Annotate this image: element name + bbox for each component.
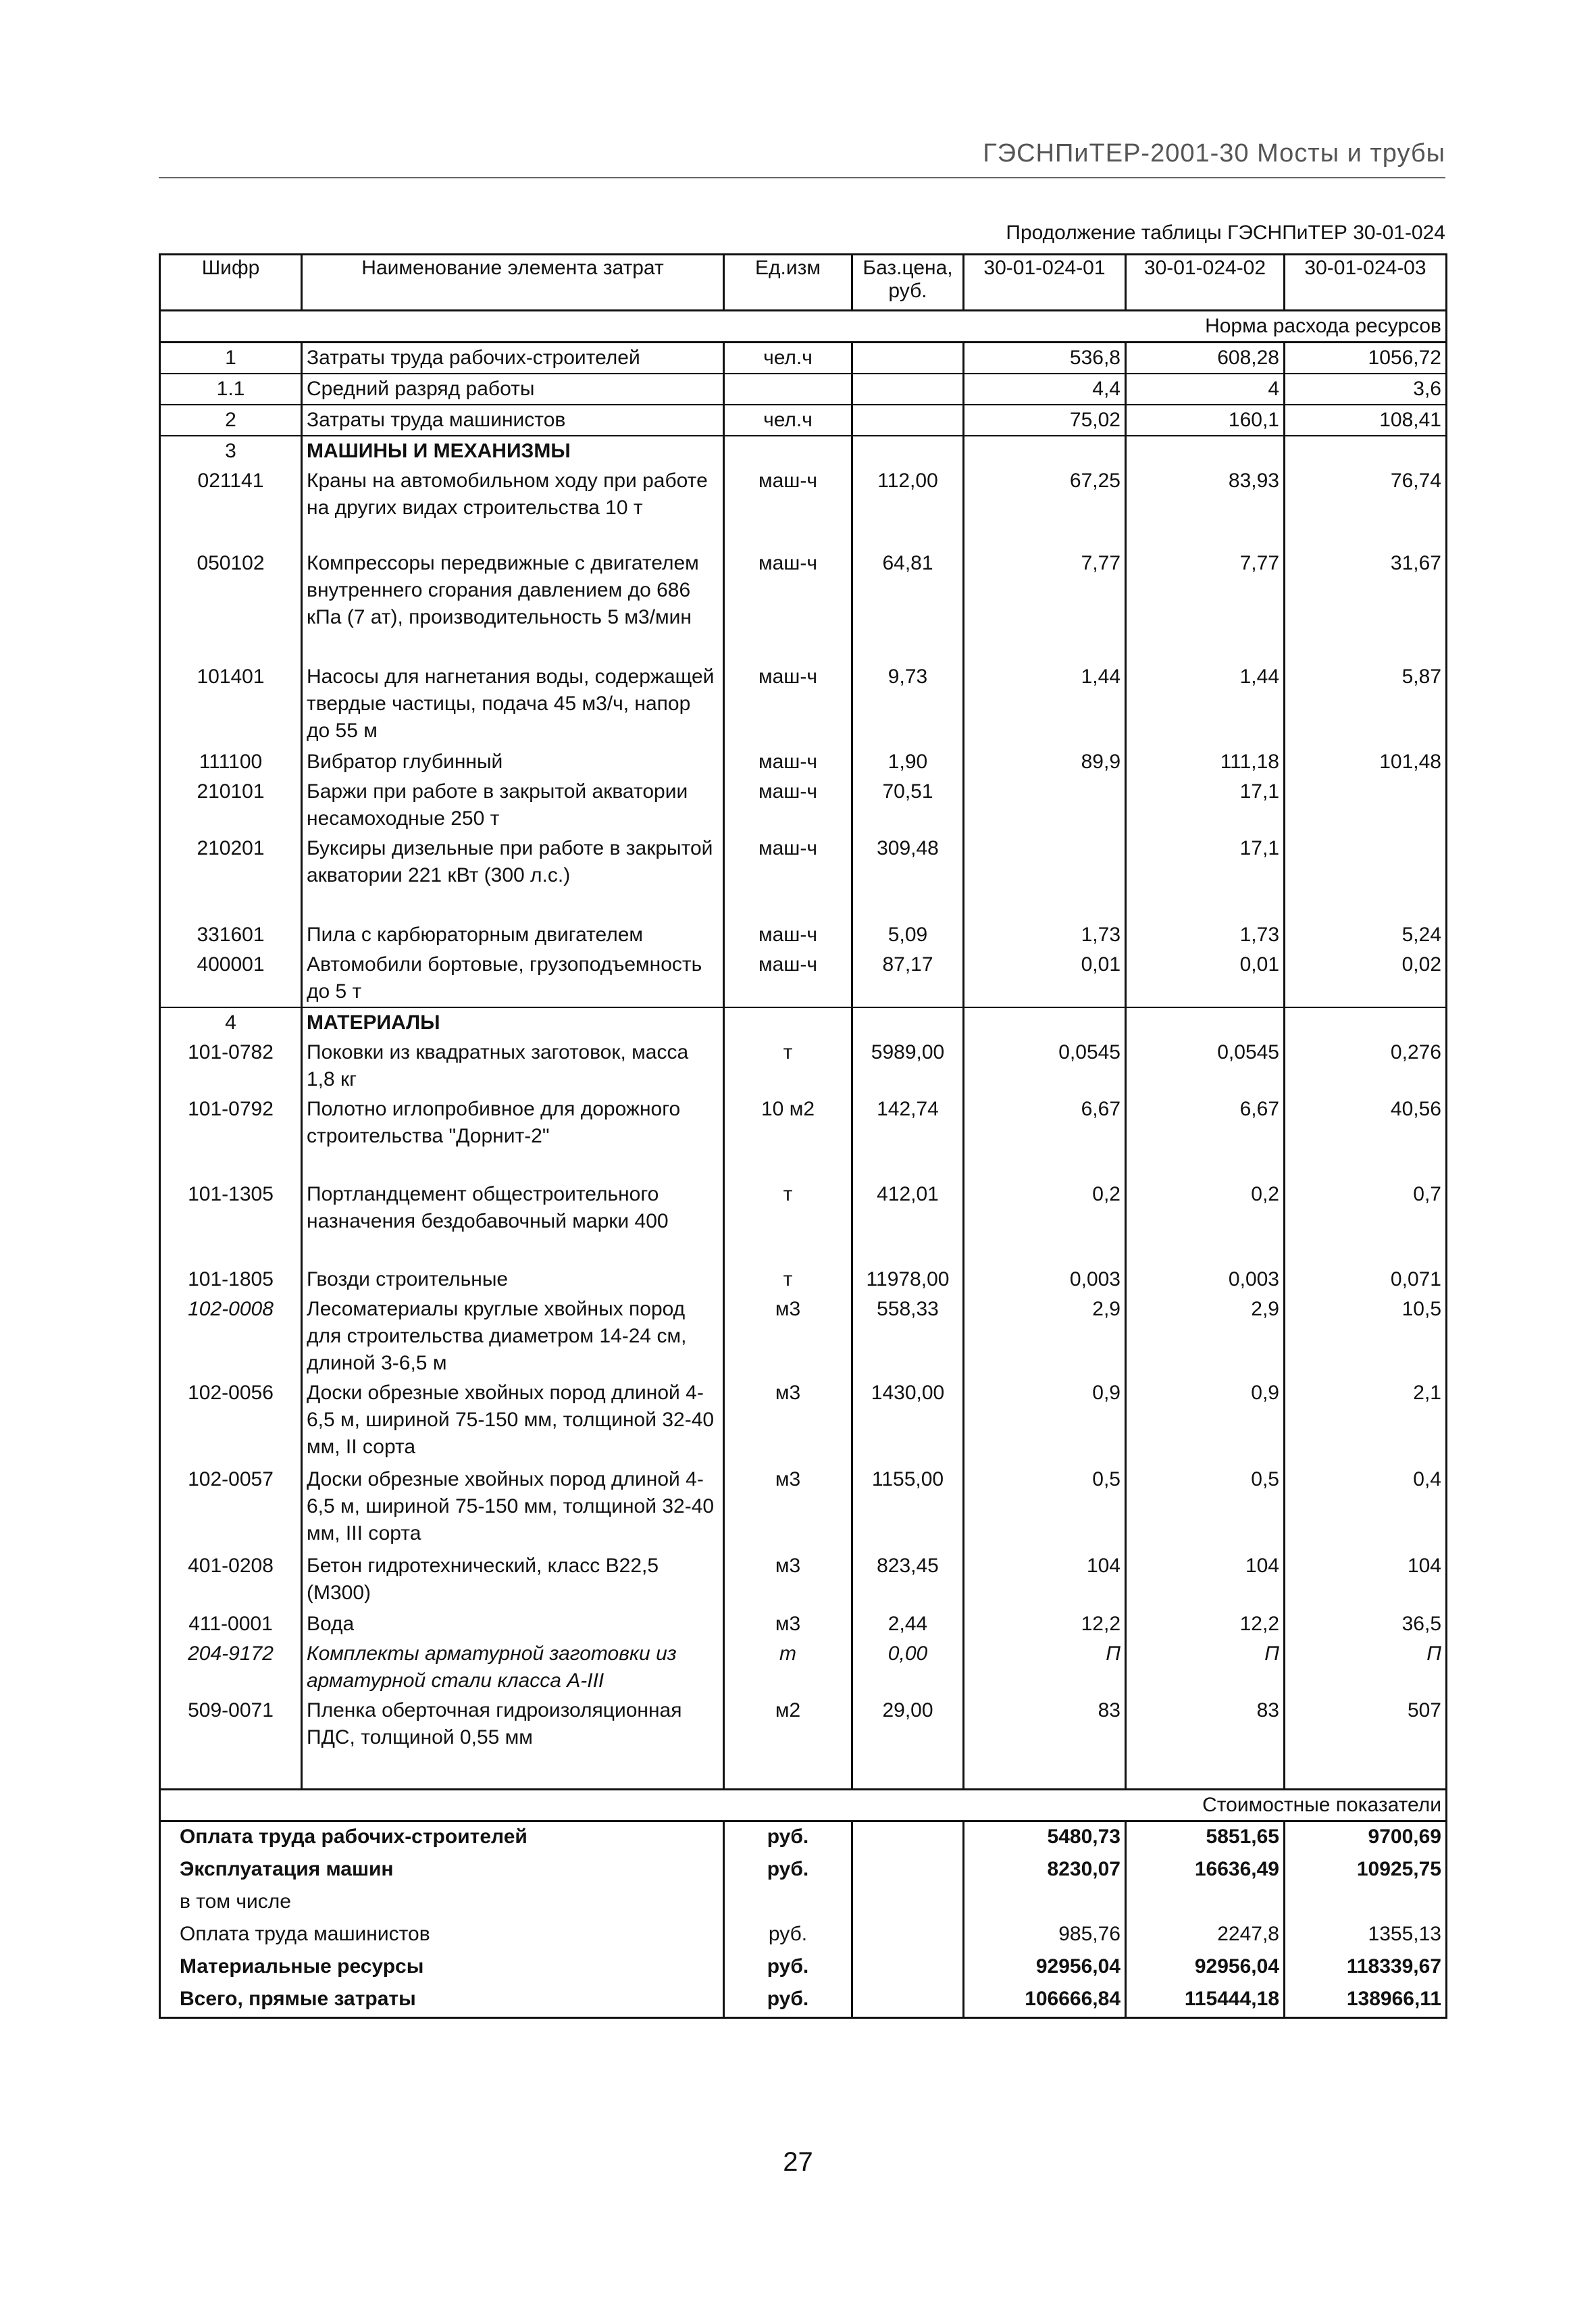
table-row bbox=[160, 1551, 1447, 1609]
row-unit bbox=[724, 436, 852, 466]
row-value-3: 31,67 bbox=[1285, 549, 1447, 662]
row-value-1 bbox=[964, 777, 1126, 834]
table-row bbox=[160, 1696, 1447, 1753]
row-unit: м3 bbox=[724, 1609, 852, 1639]
summary-row-label: Всего, прямые затраты bbox=[160, 1984, 724, 2018]
row-name: Буксиры дизельные при работе в закрытой акватории 221 кВт (300 л.с.) bbox=[302, 834, 724, 920]
summary-row-price bbox=[852, 1887, 964, 1919]
row-name: Баржи при работе в закрытой акватории несамоходные 250 т bbox=[302, 777, 724, 834]
table-row bbox=[160, 466, 1447, 549]
row-value-2: 0,2 bbox=[1126, 1180, 1285, 1265]
row-value-3: 0,7 bbox=[1285, 1180, 1447, 1265]
row-price: 1155,00 bbox=[852, 1465, 964, 1551]
table-row bbox=[160, 662, 1447, 747]
row-value-2 bbox=[1126, 1007, 1285, 1038]
row-value-1 bbox=[964, 1007, 1126, 1038]
header-price: Баз.цена, руб. bbox=[852, 255, 964, 311]
summary-row-unit: руб. bbox=[724, 1952, 852, 1984]
summary-row bbox=[160, 1887, 1447, 1919]
row-name: Затраты труда машинистов bbox=[302, 405, 724, 436]
row-price: 5989,00 bbox=[852, 1038, 964, 1095]
row-unit: чел.ч bbox=[724, 405, 852, 436]
header-name: Наименование элемента затрат bbox=[302, 255, 724, 311]
row-name: Бетон гидротехнический, класс В22,5 (М300) bbox=[302, 1551, 724, 1609]
row-price bbox=[852, 405, 964, 436]
table-header-row bbox=[160, 255, 1447, 311]
row-value-1 bbox=[964, 834, 1126, 920]
summary-row-value-2: 16636,49 bbox=[1126, 1855, 1285, 1887]
row-price: 412,01 bbox=[852, 1180, 964, 1265]
row-value-2 bbox=[1126, 436, 1285, 466]
summary-row-value-3: 1355,13 bbox=[1285, 1919, 1447, 1952]
summary-row-unit: руб. bbox=[724, 1855, 852, 1887]
row-name: Лесоматериалы круглые хвойных пород для строительства диаметром 14-24 см, длиной 3-6,5 м bbox=[302, 1294, 724, 1378]
row-value-2: 83,93 bbox=[1126, 466, 1285, 549]
row-unit: маш-ч bbox=[724, 466, 852, 549]
summary-row-price bbox=[852, 1855, 964, 1887]
row-unit: маш-ч bbox=[724, 662, 852, 747]
row-price bbox=[852, 374, 964, 405]
row-value-3: 5,24 bbox=[1285, 920, 1447, 950]
row-value-2: 12,2 bbox=[1126, 1609, 1285, 1639]
table-row bbox=[160, 343, 1447, 374]
summary-row-value-3: 10925,75 bbox=[1285, 1855, 1447, 1887]
summary-row bbox=[160, 1919, 1447, 1952]
row-value-1 bbox=[964, 436, 1126, 466]
row-value-2: 160,1 bbox=[1126, 405, 1285, 436]
row-code: 4 bbox=[160, 1007, 302, 1038]
summary-row-value-2: 2247,8 bbox=[1126, 1919, 1285, 1952]
row-value-1: 0,003 bbox=[964, 1265, 1126, 1294]
row-code: 050102 bbox=[160, 549, 302, 662]
row-name: МАТЕРИАЛЫ bbox=[302, 1007, 724, 1038]
summary-row-unit: руб. bbox=[724, 1984, 852, 2018]
row-name: Пила с карбюраторным двигателем bbox=[302, 920, 724, 950]
summary-row-price bbox=[852, 1952, 964, 1984]
row-value-2: 17,1 bbox=[1126, 777, 1285, 834]
summary-row-value-2: 5851,65 bbox=[1126, 1821, 1285, 1855]
row-code: 101-0782 bbox=[160, 1038, 302, 1095]
row-value-3 bbox=[1285, 834, 1447, 920]
row-value-2: 4 bbox=[1126, 374, 1285, 405]
summary-row-label: Эксплуатация машин bbox=[160, 1855, 724, 1887]
row-code: 1.1 bbox=[160, 374, 302, 405]
header-col-2: 30-01-024-02 bbox=[1126, 255, 1285, 311]
row-value-1: 83 bbox=[964, 1696, 1126, 1753]
summary-label-row bbox=[160, 1789, 1447, 1821]
row-code: 102-0008 bbox=[160, 1294, 302, 1378]
summary-row-label: Материальные ресурсы bbox=[160, 1952, 724, 1984]
row-value-1: 0,9 bbox=[964, 1378, 1126, 1465]
row-value-2: 1,73 bbox=[1126, 920, 1285, 950]
row-code: 401-0208 bbox=[160, 1551, 302, 1609]
row-value-1: 75,02 bbox=[964, 405, 1126, 436]
row-code: 2 bbox=[160, 405, 302, 436]
row-value-2: 0,9 bbox=[1126, 1378, 1285, 1465]
row-code: 111100 bbox=[160, 747, 302, 777]
row-price: 823,45 bbox=[852, 1551, 964, 1609]
row-code: 101401 bbox=[160, 662, 302, 747]
row-price bbox=[852, 343, 964, 374]
row-value-1: 0,0545 bbox=[964, 1038, 1126, 1095]
row-name: Пленка оберточная гидроизоляционная ПДС, толщиной 0,55 мм bbox=[302, 1696, 724, 1753]
row-price: 112,00 bbox=[852, 466, 964, 549]
row-code: 210201 bbox=[160, 834, 302, 920]
row-value-2: 0,5 bbox=[1126, 1465, 1285, 1551]
summary-row-label: в том числе bbox=[160, 1887, 724, 1919]
row-value-3: 2,1 bbox=[1285, 1378, 1447, 1465]
table-row bbox=[160, 436, 1447, 466]
row-value-1: 1,73 bbox=[964, 920, 1126, 950]
row-unit: т bbox=[724, 1265, 852, 1294]
row-name: Доски обрезные хвойных пород длиной 4-6,5 м, шириной 75-150 мм, толщиной 32-40 мм, II сорта bbox=[302, 1378, 724, 1465]
table-row bbox=[160, 405, 1447, 436]
table-caption: Продолжение таблицы ГЭСНПиТЕР 30-01-024 bbox=[1006, 222, 1445, 244]
row-value-2: 0,0545 bbox=[1126, 1038, 1285, 1095]
row-unit: маш-ч bbox=[724, 834, 852, 920]
row-code: 1 bbox=[160, 343, 302, 374]
page-number: 27 bbox=[783, 2147, 813, 2177]
row-value-3 bbox=[1285, 777, 1447, 834]
summary-row-unit: руб. bbox=[724, 1821, 852, 1855]
header-col-1: 30-01-024-01 bbox=[964, 255, 1126, 311]
row-value-1: 0,5 bbox=[964, 1465, 1126, 1551]
header-col-3: 30-01-024-03 bbox=[1285, 255, 1447, 311]
row-price: 1,90 bbox=[852, 747, 964, 777]
row-value-1: 6,67 bbox=[964, 1095, 1126, 1180]
table-row bbox=[160, 1294, 1447, 1378]
row-name: Поковки из квадратных заготовок, масса 1,8 кг bbox=[302, 1038, 724, 1095]
row-price: 2,44 bbox=[852, 1609, 964, 1639]
row-value-3: 104 bbox=[1285, 1551, 1447, 1609]
row-unit: чел.ч bbox=[724, 343, 852, 374]
row-price: 1430,00 bbox=[852, 1378, 964, 1465]
running-head: ГЭСНПиТЕР-2001-30 Мосты и трубы bbox=[983, 139, 1445, 168]
row-value-2: 104 bbox=[1126, 1551, 1285, 1609]
row-unit bbox=[724, 1007, 852, 1038]
row-value-1: 536,8 bbox=[964, 343, 1126, 374]
row-value-3: 0,071 bbox=[1285, 1265, 1447, 1294]
header-code: Шифр bbox=[160, 255, 302, 311]
row-code: 3 bbox=[160, 436, 302, 466]
row-unit: маш-ч bbox=[724, 549, 852, 662]
row-value-1: 89,9 bbox=[964, 747, 1126, 777]
row-value-2: 2,9 bbox=[1126, 1294, 1285, 1378]
row-value-1: 4,4 bbox=[964, 374, 1126, 405]
row-price: 87,17 bbox=[852, 950, 964, 1007]
row-value-2: 0,01 bbox=[1126, 950, 1285, 1007]
summary-row bbox=[160, 1952, 1447, 1984]
row-value-2: 608,28 bbox=[1126, 343, 1285, 374]
summary-row-value-1: 985,76 bbox=[964, 1919, 1126, 1952]
summary-row-label: Оплата труда рабочих-строителей bbox=[160, 1821, 724, 1855]
summary-row-unit bbox=[724, 1887, 852, 1919]
row-code: 101-1305 bbox=[160, 1180, 302, 1265]
row-price: 11978,00 bbox=[852, 1265, 964, 1294]
table-row bbox=[160, 834, 1447, 920]
summary-row bbox=[160, 1984, 1447, 2018]
row-code: 400001 bbox=[160, 950, 302, 1007]
row-name: Комплекты арматурной заготовки из арматурной стали класса А-III bbox=[302, 1639, 724, 1696]
row-value-1: 0,01 bbox=[964, 950, 1126, 1007]
table-row bbox=[160, 1609, 1447, 1639]
row-unit: м3 bbox=[724, 1551, 852, 1609]
row-value-3: 507 bbox=[1285, 1696, 1447, 1753]
row-value-3: 0,276 bbox=[1285, 1038, 1447, 1095]
norm-label-row bbox=[160, 311, 1447, 343]
row-value-3: 36,5 bbox=[1285, 1609, 1447, 1639]
summary-row-value-3 bbox=[1285, 1887, 1447, 1919]
row-price: 9,73 bbox=[852, 662, 964, 747]
norm-label: Норма расхода ресурсов bbox=[1126, 311, 1447, 343]
table-row bbox=[160, 1038, 1447, 1095]
resource-table bbox=[159, 253, 1447, 2019]
row-name: Средний разряд работы bbox=[302, 374, 724, 405]
row-unit: м3 bbox=[724, 1465, 852, 1551]
row-value-3: 76,74 bbox=[1285, 466, 1447, 549]
row-price bbox=[852, 1007, 964, 1038]
row-value-2: 17,1 bbox=[1126, 834, 1285, 920]
row-name: Полотно иглопробивное для дорожного строительства "Дорнит-2" bbox=[302, 1095, 724, 1180]
row-unit: 10 м2 bbox=[724, 1095, 852, 1180]
row-unit: маш-ч bbox=[724, 920, 852, 950]
summary-spacer-row bbox=[160, 1753, 1447, 1789]
summary-row-price bbox=[852, 1919, 964, 1952]
summary-row-value-3: 118339,67 bbox=[1285, 1952, 1447, 1984]
row-value-2: П bbox=[1126, 1639, 1285, 1696]
row-name: Вода bbox=[302, 1609, 724, 1639]
row-price: 70,51 bbox=[852, 777, 964, 834]
row-value-2: 83 bbox=[1126, 1696, 1285, 1753]
row-code: 509-0071 bbox=[160, 1696, 302, 1753]
summary-row-price bbox=[852, 1821, 964, 1855]
row-value-3: 5,87 bbox=[1285, 662, 1447, 747]
table-row bbox=[160, 950, 1447, 1007]
table-row bbox=[160, 1378, 1447, 1465]
row-unit bbox=[724, 374, 852, 405]
header-rule bbox=[159, 177, 1445, 178]
summary-row-value-1: 106666,84 bbox=[964, 1984, 1126, 2018]
summary-row-value-2: 92956,04 bbox=[1126, 1952, 1285, 1984]
row-code: 102-0057 bbox=[160, 1465, 302, 1551]
row-value-1: 67,25 bbox=[964, 466, 1126, 549]
summary-row bbox=[160, 1855, 1447, 1887]
row-value-2: 1,44 bbox=[1126, 662, 1285, 747]
table-row bbox=[160, 549, 1447, 662]
table-row bbox=[160, 1465, 1447, 1551]
summary-row-value-3: 9700,69 bbox=[1285, 1821, 1447, 1855]
summary-row-value-3: 138966,11 bbox=[1285, 1984, 1447, 2018]
row-value-3: 101,48 bbox=[1285, 747, 1447, 777]
row-price: 558,33 bbox=[852, 1294, 964, 1378]
summary-row bbox=[160, 1821, 1447, 1855]
table-row bbox=[160, 747, 1447, 777]
header-unit: Ед.изм bbox=[724, 255, 852, 311]
row-code: 101-1805 bbox=[160, 1265, 302, 1294]
row-code: 204-9172 bbox=[160, 1639, 302, 1696]
summary-row-unit: руб. bbox=[724, 1919, 852, 1952]
summary-row-value-1 bbox=[964, 1887, 1126, 1919]
row-value-3: 10,5 bbox=[1285, 1294, 1447, 1378]
row-name: Автомобили бортовые, грузоподъемность до 5 т bbox=[302, 950, 724, 1007]
summary-row-value-1: 92956,04 bbox=[964, 1952, 1126, 1984]
row-unit: т bbox=[724, 1180, 852, 1265]
table-row bbox=[160, 1639, 1447, 1696]
row-name: Гвозди строительные bbox=[302, 1265, 724, 1294]
table-row bbox=[160, 1265, 1447, 1294]
row-value-1: П bbox=[964, 1639, 1126, 1696]
row-price: 64,81 bbox=[852, 549, 964, 662]
row-code: 101-0792 bbox=[160, 1095, 302, 1180]
row-price: 309,48 bbox=[852, 834, 964, 920]
row-value-1: 12,2 bbox=[964, 1609, 1126, 1639]
row-value-1: 0,2 bbox=[964, 1180, 1126, 1265]
table-row bbox=[160, 374, 1447, 405]
row-value-2: 7,77 bbox=[1126, 549, 1285, 662]
row-name: Краны на автомобильном ходу при работе на других видах строительства 10 т bbox=[302, 466, 724, 549]
row-value-1: 104 bbox=[964, 1551, 1126, 1609]
summary-body bbox=[160, 1753, 1447, 2017]
summary-label: Стоимостные показатели bbox=[1126, 1789, 1447, 1821]
table-body bbox=[160, 343, 1447, 1753]
row-value-1: 7,77 bbox=[964, 549, 1126, 662]
table-row bbox=[160, 777, 1447, 834]
row-name: Вибратор глубинный bbox=[302, 747, 724, 777]
row-price: 29,00 bbox=[852, 1696, 964, 1753]
row-value-3: 40,56 bbox=[1285, 1095, 1447, 1180]
row-value-3 bbox=[1285, 436, 1447, 466]
row-name: Компрессоры передвижные с двигателем внутреннего сгорания давлением до 686 кПа (7 ат), производительность 5 м3/мин bbox=[302, 549, 724, 662]
row-unit: маш-ч bbox=[724, 747, 852, 777]
row-code: 021141 bbox=[160, 466, 302, 549]
table-row bbox=[160, 1180, 1447, 1265]
row-unit: т bbox=[724, 1038, 852, 1095]
summary-row-value-2 bbox=[1126, 1887, 1285, 1919]
row-value-1: 2,9 bbox=[964, 1294, 1126, 1378]
row-code: 210101 bbox=[160, 777, 302, 834]
table-row bbox=[160, 1007, 1447, 1038]
row-price: 5,09 bbox=[852, 920, 964, 950]
row-price bbox=[852, 436, 964, 466]
row-price: 0,00 bbox=[852, 1639, 964, 1696]
row-value-3: 3,6 bbox=[1285, 374, 1447, 405]
row-value-3: 0,4 bbox=[1285, 1465, 1447, 1551]
summary-row-value-2: 115444,18 bbox=[1126, 1984, 1285, 2018]
row-name: Затраты труда рабочих-строителей bbox=[302, 343, 724, 374]
row-unit: м2 bbox=[724, 1696, 852, 1753]
row-unit: м3 bbox=[724, 1378, 852, 1465]
summary-row-label: Оплата труда машинистов bbox=[160, 1919, 724, 1952]
row-value-2: 6,67 bbox=[1126, 1095, 1285, 1180]
row-value-3 bbox=[1285, 1007, 1447, 1038]
row-unit: т bbox=[724, 1639, 852, 1696]
row-code: 331601 bbox=[160, 920, 302, 950]
row-code: 411-0001 bbox=[160, 1609, 302, 1639]
row-value-3: 1056,72 bbox=[1285, 343, 1447, 374]
row-value-2: 0,003 bbox=[1126, 1265, 1285, 1294]
summary-row-price bbox=[852, 1984, 964, 2018]
summary-row-value-1: 5480,73 bbox=[964, 1821, 1126, 1855]
row-value-3: 108,41 bbox=[1285, 405, 1447, 436]
row-name: Насосы для нагнетания воды, содержащей твердые частицы, подача 45 м3/ч, напор до 55 м bbox=[302, 662, 724, 747]
row-value-2: 111,18 bbox=[1126, 747, 1285, 777]
table-row bbox=[160, 1095, 1447, 1180]
row-unit: маш-ч bbox=[724, 950, 852, 1007]
summary-row-value-1: 8230,07 bbox=[964, 1855, 1126, 1887]
row-code: 102-0056 bbox=[160, 1378, 302, 1465]
row-unit: маш-ч bbox=[724, 777, 852, 834]
row-value-3: П bbox=[1285, 1639, 1447, 1696]
row-unit: м3 bbox=[724, 1294, 852, 1378]
row-value-1: 1,44 bbox=[964, 662, 1126, 747]
row-name: МАШИНЫ И МЕХАНИЗМЫ bbox=[302, 436, 724, 466]
table-row bbox=[160, 920, 1447, 950]
row-price: 142,74 bbox=[852, 1095, 964, 1180]
row-name: Портландцемент общестроительного назначения бездобавочный марки 400 bbox=[302, 1180, 724, 1265]
row-value-3: 0,02 bbox=[1285, 950, 1447, 1007]
row-name: Доски обрезные хвойных пород длиной 4-6,5 м, шириной 75-150 мм, толщиной 32-40 мм, III сорта bbox=[302, 1465, 724, 1551]
